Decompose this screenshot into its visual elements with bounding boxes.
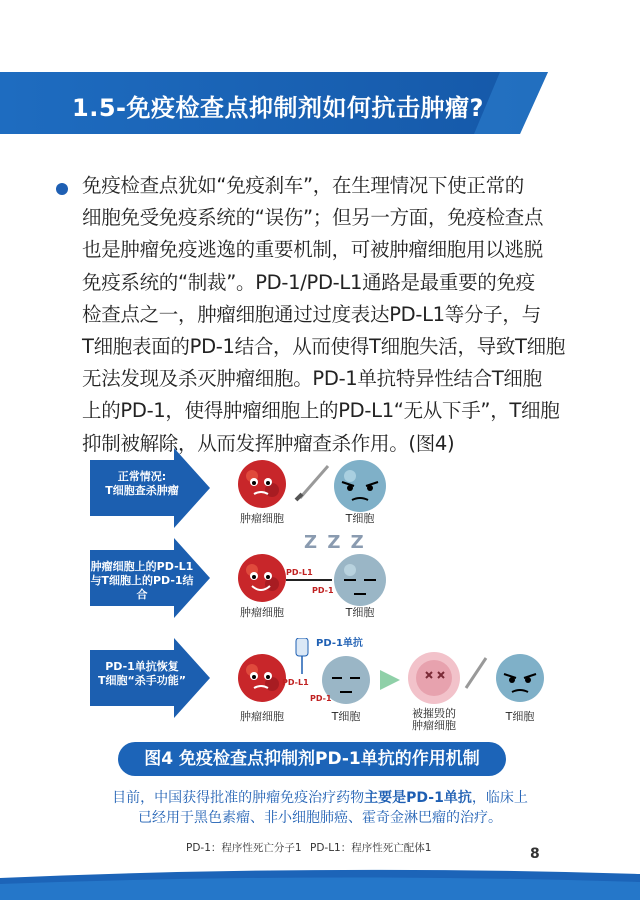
footnote-pd1: PD-1：程序性死亡分子1 bbox=[186, 842, 302, 854]
t-cell-icon bbox=[334, 460, 386, 512]
para-line: 细胞免受免疫系统的“误伤”；但另一方面，免疫检查点 bbox=[82, 206, 544, 230]
label-t-cell: T细胞 bbox=[331, 710, 361, 723]
tumor-cell-icon bbox=[238, 460, 286, 508]
para-line: 检查点之一，肿瘤细胞通过过度表达PD-L1等分子，与 bbox=[82, 302, 541, 326]
sword-icon bbox=[296, 466, 328, 500]
sleep-zzz: Z Z Z bbox=[304, 532, 366, 553]
para-line: 上的PD-1，使得肿瘤细胞上的PD-L1“无从下手”，T细胞 bbox=[82, 399, 560, 423]
cells-illustration bbox=[230, 454, 470, 518]
bullet-dot bbox=[56, 183, 68, 195]
page-number: 8 bbox=[530, 846, 540, 862]
footnote-pdl1: PD-L1：程序性死亡配体1 bbox=[310, 842, 432, 854]
arrow-label: 正常情况: T细胞查杀肿瘤 bbox=[105, 470, 179, 497]
note-line-2: 已经用于黑色素瘤、非小细胞肺癌、霍奇金淋巴瘤的治疗。 bbox=[138, 810, 502, 826]
arrow-right-icon bbox=[380, 670, 400, 690]
drug-label: PD-1单抗 bbox=[316, 638, 363, 649]
pd-l1-tag: PD-L1 bbox=[286, 568, 313, 577]
label-t-cell: T细胞 bbox=[505, 710, 535, 723]
para-line: 也是肿瘤免疫逃逸的重要机制，可被肿瘤细胞用以逃脱 bbox=[82, 238, 543, 262]
pd-1-tag: PD-1 bbox=[310, 694, 332, 703]
arrow-label: PD-1单抗恢复 T细胞“杀手功能” bbox=[98, 660, 186, 687]
cells-illustration bbox=[230, 548, 470, 612]
para-line: 免疫检查点犹如“免疫刹车”，在生理情况下使正常的 bbox=[82, 174, 525, 197]
para-line: 无法发现及杀灭肿瘤细胞。PD-1单抗特异性结合T细胞 bbox=[82, 367, 542, 391]
tumor-cell-icon bbox=[238, 554, 286, 602]
pd-1-tag: PD-1 bbox=[312, 586, 334, 595]
cells-illustration bbox=[230, 638, 560, 714]
page-title: 1.5-免疫检查点抑制剂如何抗击肿瘤? bbox=[72, 94, 484, 122]
label-destroyed-tumor-cell: 被摧毁的 肿瘤细胞 bbox=[412, 707, 456, 732]
para-line: T细胞表面的PD-1结合，从而使得T细胞失活，导致T细胞 bbox=[82, 335, 566, 359]
bottom-bar bbox=[0, 868, 640, 900]
pd-l1-tag: PD-L1 bbox=[282, 678, 309, 687]
body-paragraph bbox=[82, 170, 566, 460]
t-cell-icon bbox=[334, 554, 386, 606]
note-line-1: 目前，中国获得批准的肿瘤免疫治疗药物主要是PD-1单抗，临床上 bbox=[112, 790, 528, 806]
figure-step-antibody bbox=[90, 638, 560, 732]
figure-caption: 图4 免疫检查点抑制剂PD-1单抗的作用机制 bbox=[144, 749, 480, 769]
sword-icon bbox=[466, 658, 486, 688]
label-tumor-cell: 肿瘤细胞 bbox=[240, 710, 284, 723]
para-line: 抑制被解除，从而发挥肿瘤查杀作用。(图4) bbox=[82, 431, 455, 455]
arrow-label: 肿瘤细胞上的PD-L1 与T细胞上的PD-1结合 bbox=[90, 560, 194, 601]
figure-step-binding bbox=[90, 532, 560, 628]
label-t-cell: T细胞 bbox=[345, 606, 375, 619]
label-tumor-cell: 肿瘤细胞 bbox=[240, 512, 284, 525]
iv-drip-icon bbox=[296, 638, 308, 674]
figure-4 bbox=[90, 448, 560, 738]
tumor-cell-icon bbox=[238, 654, 286, 702]
label-tumor-cell: 肿瘤细胞 bbox=[240, 606, 284, 619]
label-t-cell: T细胞 bbox=[345, 512, 375, 525]
t-cell-icon bbox=[496, 654, 544, 702]
destroyed-tumor-cell-icon bbox=[408, 652, 460, 704]
figure-step-normal bbox=[90, 448, 560, 538]
para-line: 免疫系统的“制裁”。PD-1/PD-L1通路是最重要的免疫 bbox=[82, 270, 535, 294]
